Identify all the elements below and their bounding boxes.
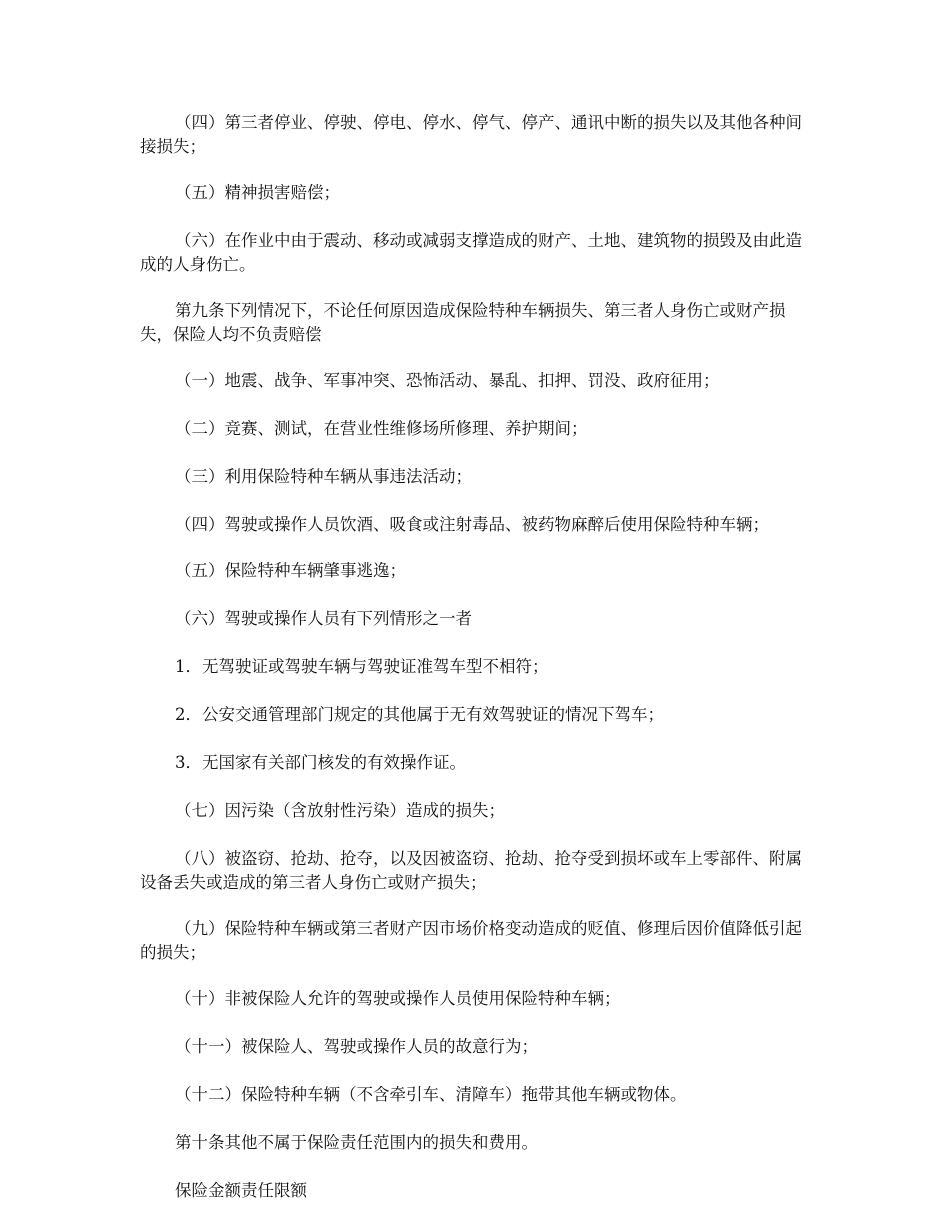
document-body (140, 111, 810, 1227)
paragraph-exclusion-7: （七）因污染（含放射性污染）造成的损失； (175, 801, 505, 820)
paragraph-exclusion-8: （八）被盗窃、抢劫、抢夺，以及因被盗窃、抢劫、抢夺受到损坏或车上零部件、附属设备丢失或造成的第三者人身伤亡或财产损失； (140, 849, 802, 892)
paragraph-exclusion-2: （二）竞赛、测试，在营业性维修场所修理、养护期间； (175, 419, 588, 438)
paragraph-article-9: 第九条下列情况下，不论任何原因造成保险特种车辆损失、第三者人身伤亡或财产损失，保险人均不负责赔偿 (140, 301, 786, 344)
section-heading-insured-amount: 保险金额责任限额 (175, 1181, 307, 1200)
paragraph-subitem-3: 3．无国家有关部门核发的有效操作证。 (175, 753, 466, 772)
paragraph-exclusion-9: （九）保险特种车辆或第三者财产因市场价格变动造成的贬值、修理后因价值降低引起的损失； (140, 919, 802, 962)
paragraph-exclusion-5: （五）保险特种车辆肇事逃逸； (175, 561, 406, 580)
paragraph-article-10: 第十条其他不属于保险责任范围内的损失和费用。 (175, 1133, 538, 1152)
paragraph-subitem-2: 2．公安交通管理部门规定的其他属于无有效驾驶证的情况下驾车； (175, 705, 664, 724)
paragraph-exclusion-10: （十）非被保险人允许的驾驶或操作人员使用保险特种车辆； (175, 989, 621, 1008)
paragraph-item-5-mental-damage: （五）精神损害赔偿； (175, 183, 340, 202)
paragraph-exclusion-6: （六）驾驶或操作人员有下列情形之一者 (175, 609, 472, 628)
paragraph-exclusion-3: （三）利用保险特种车辆从事违法活动； (175, 467, 472, 486)
paragraph-subitem-1: 1．无驾驶证或驾驶车辆与驾驶证准驾车型不相符； (175, 657, 549, 676)
paragraph-exclusion-11: （十一）被保险人、驾驶或操作人员的故意行为； (175, 1037, 538, 1056)
paragraph-item-4-indirect-losses: （四）第三者停业、停驶、停电、停水、停气、停产、通讯中断的损失以及其他各种间接损失； (140, 113, 802, 156)
paragraph-exclusion-12: （十二）保险特种车辆（不含牵引车、清障车）拖带其他车辆或物体。 (175, 1085, 687, 1104)
paragraph-item-6-vibration-damage: （六）在作业中由于震动、移动或减弱支撑造成的财产、土地、建筑物的损毁及由此造成的人身伤亡。 (140, 231, 802, 274)
paragraph-exclusion-1: （一）地震、战争、军事冲突、恐怖活动、暴乱、扣押、罚没、政府征用； (175, 371, 720, 390)
paragraph-exclusion-4: （四）驾驶或操作人员饮酒、吸食或注射毒品、被药物麻醉后使用保险特种车辆； (175, 515, 769, 534)
